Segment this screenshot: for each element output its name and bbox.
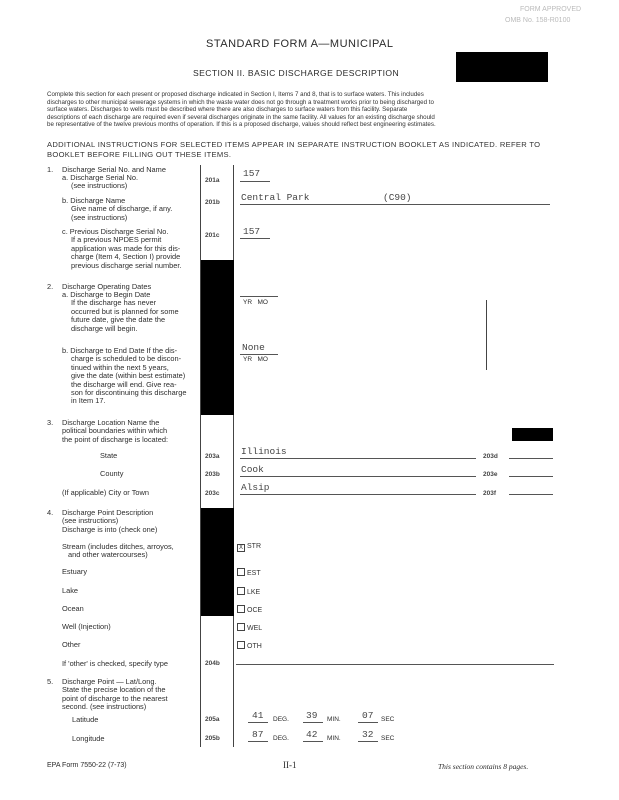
checkbox-stream-code: STR xyxy=(247,543,261,550)
checkbox-ocean-code: OCE xyxy=(247,607,263,614)
latitude-deg-underline xyxy=(248,722,268,723)
option-estuary-label: Estuary xyxy=(62,567,88,576)
latitude-min-underline xyxy=(303,722,323,723)
longitude-sec-underline xyxy=(358,741,378,742)
item3-number: 3. xyxy=(47,418,54,427)
checkbox-well[interactable] xyxy=(237,623,262,632)
right-margin-rule xyxy=(486,300,487,370)
city-value[interactable]: Alsip xyxy=(241,482,270,493)
item2a-yrmo: YR MO xyxy=(243,299,268,306)
checkbox-well-code: WEL xyxy=(247,625,263,632)
item2b-yrmo: YR MO xyxy=(243,356,268,363)
other-specify-underline[interactable] xyxy=(236,664,554,665)
item2-number: 2. xyxy=(47,282,54,291)
redaction-item3-right xyxy=(512,428,553,441)
item2a-underline xyxy=(240,296,278,297)
city-label: (If applicable) City or Town xyxy=(62,488,149,497)
item2a-label: a. Discharge to Begin Date If the discharge has never occurred but is planned for some future date, give the date the discharge will begin. xyxy=(62,290,179,333)
latitude-deg[interactable]: 41 xyxy=(252,710,264,721)
option-stream-label: Stream (includes ditches, arroyos, and other watercourses) xyxy=(62,542,174,560)
redaction-column-item4 xyxy=(201,508,234,616)
checkbox-lake-mark xyxy=(237,587,245,595)
checkbox-stream-mark: X xyxy=(238,545,243,551)
longitude-label: Longitude xyxy=(72,734,105,743)
county-underline xyxy=(240,476,476,477)
item1c-underline xyxy=(240,238,270,239)
item2b-value[interactable]: None xyxy=(242,342,265,353)
item1c-code: 201c xyxy=(205,232,220,239)
item1c-label: c. Previous Discharge Serial No. If a previous NPDES permit application was made for this dis- charge (Item 4, Section I) provide previous discharge serial number. xyxy=(62,227,182,270)
item1b-code: 201b xyxy=(205,199,220,206)
item1a-value[interactable]: 157 xyxy=(243,168,261,179)
city-right-underline xyxy=(509,494,553,495)
city-underline xyxy=(240,494,476,495)
longitude-deg-underline xyxy=(248,741,268,742)
item1c-value[interactable]: 157 xyxy=(243,226,261,237)
latitude-min[interactable]: 39 xyxy=(306,710,318,721)
longitude-deg-label: DEG. xyxy=(273,735,289,742)
item1a-underline xyxy=(240,181,270,182)
county-value[interactable]: Cook xyxy=(241,464,264,475)
item5-number: 5. xyxy=(47,677,54,686)
longitude-deg[interactable]: 87 xyxy=(252,729,264,740)
pages-note: This section contains 8 pages. xyxy=(438,762,529,771)
checkbox-estuary-mark xyxy=(237,568,245,576)
form-number: EPA Form 7550-22 (7-73) xyxy=(47,762,127,769)
county-label: County xyxy=(100,469,124,478)
item4-heading: Discharge Point Description (see instructions) Discharge is into (check one) xyxy=(62,508,158,534)
item4-number: 4. xyxy=(47,508,54,517)
item5-heading: Discharge Point — Lat/Long. State the precise location of the point of discharge to the nearest second. (see instructions) xyxy=(62,677,168,712)
longitude-sec-label: SEC xyxy=(381,735,395,742)
item1a-label: a. Discharge Serial No. (see instructions) xyxy=(62,173,138,191)
latitude-min-label: MIN. xyxy=(327,716,341,723)
longitude-min-label: MIN. xyxy=(327,735,341,742)
item2-heading: Discharge Operating Dates xyxy=(62,282,152,291)
option-well-label: Well (Injection) xyxy=(62,622,111,631)
code-column-rule xyxy=(200,165,201,747)
checkbox-ocean-mark xyxy=(237,605,245,613)
checkbox-estuary-code: EST xyxy=(247,570,261,577)
item1b-value-extra: (C90) xyxy=(383,192,412,203)
longitude-code: 205b xyxy=(205,735,220,742)
redaction-header xyxy=(456,52,548,82)
city-right-code: 203f xyxy=(483,490,497,497)
county-code: 203b xyxy=(205,471,220,478)
checkbox-other-code: OTH xyxy=(247,643,262,650)
checkbox-lake-code: LKE xyxy=(247,589,261,596)
checkbox-lake[interactable] xyxy=(237,587,260,596)
city-code: 203c xyxy=(205,490,220,497)
county-right-code: 203e xyxy=(483,471,498,478)
value-column-rule xyxy=(233,165,234,747)
option-lake-label: Lake xyxy=(62,586,79,595)
checkbox-other[interactable] xyxy=(237,641,262,650)
checkbox-estuary[interactable] xyxy=(237,568,261,577)
state-code: 203a xyxy=(205,453,220,460)
checkbox-well-mark xyxy=(237,623,245,631)
state-underline xyxy=(240,458,476,459)
latitude-label: Latitude xyxy=(72,715,99,724)
longitude-sec[interactable]: 32 xyxy=(362,729,374,740)
longitude-min-underline xyxy=(303,741,323,742)
state-label: State xyxy=(100,451,118,460)
latitude-sec[interactable]: 07 xyxy=(362,710,374,721)
section-title: SECTION II. BASIC DISCHARGE DESCRIPTION xyxy=(193,68,400,78)
latitude-sec-label: SEC xyxy=(381,716,395,723)
item1b-label: b. Discharge Name Give name of discharge, if any. (see instructions) xyxy=(62,196,173,222)
form-title: STANDARD FORM A—MUNICIPAL xyxy=(206,38,394,50)
latitude-sec-underline xyxy=(358,722,378,723)
state-right-code: 203d xyxy=(483,453,498,460)
checkbox-ocean[interactable] xyxy=(237,605,262,614)
item2b-underline xyxy=(240,354,278,355)
item1b-underline xyxy=(240,204,550,205)
intro-paragraph: Complete this section for each present or proposed discharge indicated in Section I, Items 7 and 8, that is to surface waters. This includes discharges to other municipal sewerage systems in which the waste water does not go through a treatment works prior to being discharged to surface waters. Discharges to wells must be described where there are also discharges to surface waters from this facility. Separate descriptions of each discharge are required even if several discharges originate in the same facility. All values for an existing discharge should be representative of the twelve previous months of operation. If this is a proposed discharge, values should reflect best engineering estimates. xyxy=(47,91,436,129)
form-approved-label: FORM APPROVED xyxy=(520,6,582,13)
state-right-underline xyxy=(509,458,553,459)
county-right-underline xyxy=(509,476,553,477)
omb-number: OMB No. 158-R0100 xyxy=(505,17,571,24)
item3-heading: Discharge Location Name the political boundaries within which the point of discharge is located: xyxy=(62,418,168,444)
state-value[interactable]: Illinois xyxy=(241,446,287,457)
checkbox-stream[interactable] xyxy=(237,543,261,552)
latitude-deg-label: DEG. xyxy=(273,716,289,723)
page-number: II-1 xyxy=(283,760,297,770)
option-ocean-label: Ocean xyxy=(62,604,84,613)
additional-instructions: ADDITIONAL INSTRUCTIONS FOR SELECTED ITEMS APPEAR IN SEPARATE INSTRUCTION BOOKLET AS INDICATED. REFER TO BOOKLET BEFORE FILLING OUT THESE ITEMS. xyxy=(47,140,541,159)
longitude-min[interactable]: 42 xyxy=(306,729,318,740)
option-other-label: Other xyxy=(62,640,81,649)
latitude-code: 205a xyxy=(205,716,220,723)
item1b-value[interactable]: Central Park xyxy=(241,192,310,203)
item1a-code: 201a xyxy=(205,177,220,184)
other-specify-label: If 'other' is checked, specify type xyxy=(62,659,168,668)
redaction-column-item2 xyxy=(201,260,234,415)
item1-heading: Discharge Serial No. and Name xyxy=(62,165,166,174)
item1-number: 1. xyxy=(47,165,54,174)
checkbox-other-mark xyxy=(237,641,245,649)
other-specify-code: 204b xyxy=(205,660,220,667)
item2b-label: b. Discharge to End Date If the dis- charge is scheduled to be discon- tinued within the next 5 years, give the date (within best estimate) the discharge will end. Give rea- son for discontinuing this discharge in Item 17. xyxy=(62,346,187,406)
